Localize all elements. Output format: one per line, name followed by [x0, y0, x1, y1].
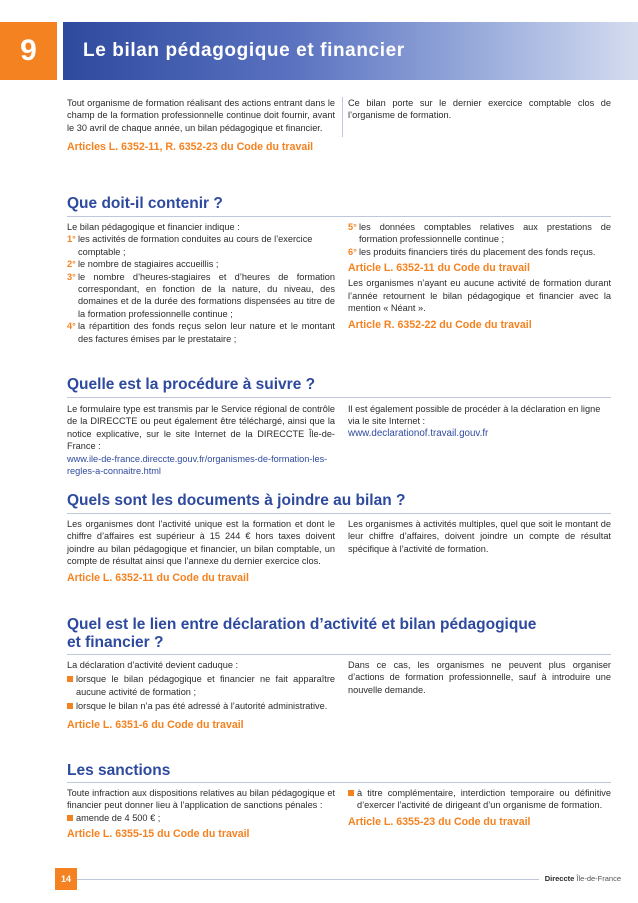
procedure-left: [67, 403, 335, 477]
title-band: [63, 22, 638, 80]
chapter-header: [0, 22, 638, 80]
lien-intro: La déclaration d’activité devient caduque :: [67, 660, 239, 670]
procedure-right: [348, 403, 611, 440]
square-bullet-icon: [67, 815, 73, 821]
list-item: lorsque le bilan n’a pas été adressé à l’autorité administrative.: [67, 700, 335, 712]
chapter-number: 9: [0, 22, 57, 80]
documents-text: Les organismes dont l’activité unique est la formation et dont le chiffre d’affaires est supérieur à 15 244 € hors taxes doivent joindre au bilan pédagogique et financier, un bilan comptable, un compte de résultat ainsi que l’annexe du dernier exercice clos.: [67, 519, 335, 567]
list-item: 1° les activités de formation conduites au cours de l’exercice comptable ;: [67, 234, 313, 257]
intro-article: Articles L. 6352-11, R. 6352-23 du Code du travail: [67, 141, 314, 154]
footer-rule: [77, 879, 617, 880]
direccte-link[interactable]: www.ile-de-france.direccte.gouv.fr/organismes-de-formation-les-regles-a-connaitre.html: [67, 453, 328, 477]
section-heading-contenu: Que doit-il contenir ?: [67, 195, 223, 212]
section-heading-lien: Quel est le lien entre déclaration d’activité et bilan pédagogique et financier ?: [67, 616, 537, 651]
section-divider: [67, 782, 611, 783]
section-divider: [67, 654, 611, 655]
square-bullet-icon: [67, 703, 73, 709]
page-title: Le bilan pédagogique et financier: [83, 40, 405, 61]
article-reference: Article L. 6352-11 du Code du travail: [348, 262, 530, 275]
lien-right: Dans ce cas, les organismes ne peuvent plus organiser d’actions de formation professionnelle, sauf à introduire une nouvelle demande.: [348, 660, 611, 695]
article-reference: Article L. 6355-23 du Code du travail: [348, 815, 531, 828]
page-number: 14: [55, 868, 77, 890]
article-reference: Article L. 6351-6 du Code du travail: [67, 718, 244, 731]
article-reference: Article L. 6352-11 du Code du travail: [67, 571, 249, 584]
declaration-link[interactable]: www.declarationof.travail.gouv.fr: [348, 427, 489, 439]
section-heading-sanctions: Les sanctions: [67, 762, 171, 779]
sanctions-right: [348, 787, 611, 829]
square-bullet-icon: [348, 790, 354, 796]
section-heading-procedure: Quelle est la procédure à suivre ?: [67, 376, 316, 393]
procedure-online-text: Il est également possible de procéder à la déclaration en ligne via le site Internet :: [348, 404, 601, 427]
section-divider: [67, 216, 611, 217]
sanctions-text: Toute infraction aux dispositions relatives au bilan pédagogique et financier peut donner lieu à l’application de sanctions pénales :: [67, 788, 335, 811]
sanctions-left: [67, 787, 335, 841]
list-item: à titre complémentaire, interdiction temporaire ou définitive d’exercer l’activité de dirigeant d’un organisme de formation.: [348, 787, 611, 812]
procedure-text: Le formulaire type est transmis par le Service régional de contrôle de la DIRECCTE ou peut également être téléchargé, ainsi que la notice explicative, sur le site Internet de la DIRECCTE Île-de-France :: [67, 404, 335, 452]
page-footer: [0, 868, 638, 890]
contenu-note: Les organismes n’ayant eu aucune activité de formation durant l’année retournent le bilan pédagogique et financier avec la mention « Néant ».: [348, 278, 611, 314]
article-reference: Article R. 6352-22 du Code du travail: [348, 319, 532, 332]
list-item: 2° le nombre de stagiaires accueillis ;: [67, 259, 219, 270]
intro-left: [67, 97, 335, 154]
article-reference: Article L. 6355-15 du Code du travail: [67, 828, 250, 841]
footer-organisation: Direccte Île-de-France: [539, 874, 621, 883]
contenu-right: [348, 221, 611, 332]
list-item: amende de 4 500 € ;: [67, 812, 335, 824]
section-divider: [67, 513, 611, 514]
intro-text: Tout organisme de formation réalisant des actions entrant dans le champ de la formation professionnelle continue doit fournir, avant le 30 avril de chaque année, un bilan pédagogique et financier.: [67, 98, 335, 133]
column-divider: [342, 97, 343, 137]
documents-left: [67, 518, 335, 585]
list-item: 5° les données comptables relatives aux prestations de formation professionnelle continue ;: [348, 222, 611, 245]
list-item: lorsque le bilan pédagogique et financier ne fait apparaître aucune activité de formation ;: [67, 673, 335, 698]
lien-left: [67, 659, 335, 732]
contenu-left: [67, 221, 335, 345]
documents-right: Les organismes à activités multiples, quel que soit le montant de leur chiffre d’affaires, doivent joindre un compte de résultat spécifique à l’activité de formation.: [348, 519, 611, 554]
section-divider: [67, 397, 611, 398]
intro-right: Ce bilan porte sur le dernier exercice comptable clos de l’organisme de formation.: [348, 98, 611, 121]
square-bullet-icon: [67, 676, 73, 682]
list-item: 4° la répartition des fonds reçus selon leur nature et le montant des factures émises par le prestataire ;: [67, 321, 335, 344]
contenu-intro: Le bilan pédagogique et financier indique :: [67, 222, 240, 232]
list-item: 3° le nombre d’heures-stagiaires et d’heures de formation correspondant, en fonction de la nature, du niveau, des domaines et de la durée des formations dispensées au titre de la formation professionnelle continue ;: [67, 271, 335, 319]
list-item: 6° les produits financiers tirés du placement des fonds reçus.: [348, 246, 596, 257]
section-heading-documents: Quels sont les documents à joindre au bilan ?: [67, 492, 406, 509]
